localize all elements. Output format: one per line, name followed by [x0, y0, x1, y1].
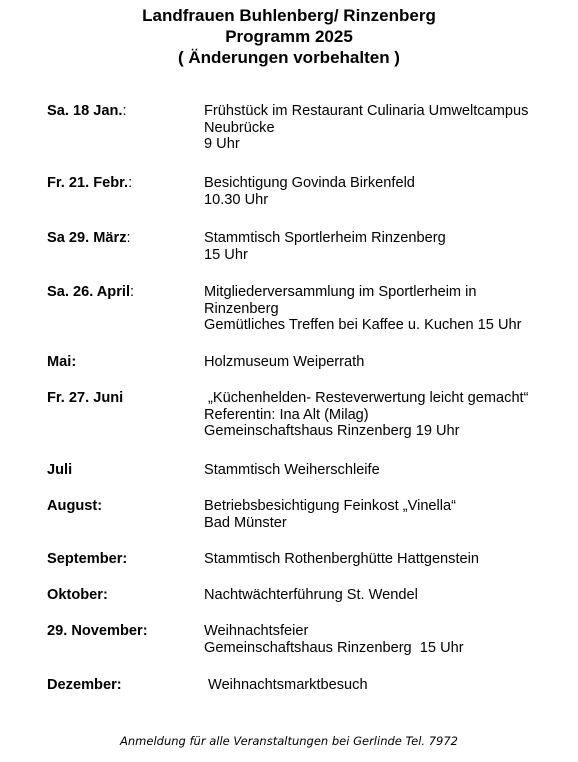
- event-date-label: Dezember:: [47, 677, 122, 693]
- event-date: [47, 677, 122, 694]
- event-description: [204, 230, 574, 263]
- event-line: 9 Uhr: [204, 136, 240, 152]
- event-date: [47, 354, 76, 371]
- event-line: Stammtisch Weiherschleife: [204, 462, 380, 478]
- event-date: [47, 623, 148, 640]
- registration-note: Anmeldung für alle Veranstaltungen bei Gerlinde Tel. 7972: [120, 734, 458, 748]
- event-line: Neubrücke: [204, 119, 275, 136]
- event-date-label: Sa. 26. April: [47, 284, 131, 300]
- event-line: „Küchenhelden- Resteverwertung leicht gemacht“: [204, 390, 529, 406]
- event-description: [204, 390, 574, 440]
- event-date-label: September:: [47, 551, 128, 567]
- changes-note: ( Änderungen vorbehalten ): [178, 48, 400, 67]
- event-description: [204, 462, 574, 479]
- event-description: [204, 498, 574, 531]
- event-line: Weihnachtsmarktbesuch: [204, 677, 368, 693]
- event-date-label: 29. November:: [47, 623, 148, 639]
- event-line: Rinzenberg: [204, 300, 279, 317]
- event-line: 10.30 Uhr: [204, 191, 269, 208]
- program-header: [0, 5, 578, 68]
- event-line: 15 Uhr: [204, 246, 248, 263]
- event-line: Frühstück im Restaurant Culinaria Umweltcampus: [204, 103, 529, 119]
- event-line: Gemütliches Treffen bei Kaffee u. Kuchen 15 Uhr: [204, 317, 522, 333]
- event-line: Gemeinschaftshaus Rinzenberg 15 Uhr: [204, 639, 464, 656]
- event-line: Stammtisch Rothenberghütte Hattgenstein: [204, 551, 480, 567]
- event-line: Weihnachtsfeier: [204, 623, 309, 639]
- page-subtitle: Programm 2025: [225, 27, 353, 46]
- event-line: Bad Münster: [204, 514, 287, 531]
- event-date: [47, 587, 108, 604]
- event-description: [204, 587, 574, 604]
- event-date: [47, 230, 131, 247]
- event-line: Nachtwächterführung St. Wendel: [204, 587, 418, 603]
- event-date-suffix: :: [126, 230, 131, 246]
- event-date-label: Fr. 21. Febr.: [47, 175, 129, 191]
- event-date-suffix: :: [130, 284, 135, 300]
- event-line: Betriebsbesichtigung Feinkost „Vinella“: [204, 498, 457, 514]
- event-line: Mitgliederversammlung im Sportlerheim in: [204, 284, 477, 300]
- event-date-label: Oktober:: [47, 587, 108, 603]
- event-date: [47, 103, 127, 120]
- event-description: [204, 551, 574, 568]
- event-line: Referentin: Ina Alt (Milag): [204, 406, 369, 423]
- event-date-suffix: :: [128, 175, 133, 191]
- event-date-label: Sa. 18 Jan.: [47, 103, 123, 119]
- event-description: [204, 354, 574, 371]
- event-date-suffix: :: [122, 103, 127, 119]
- event-date-label: Mai:: [47, 354, 77, 370]
- event-date-label: Fr. 27. Juni: [47, 390, 124, 406]
- event-description: [204, 284, 574, 334]
- event-description: [204, 175, 574, 208]
- event-date-label: Sa 29. März: [47, 230, 127, 246]
- event-line: Besichtigung Govinda Birkenfeld: [204, 175, 415, 191]
- event-date: [47, 284, 134, 301]
- event-date-label: August:: [47, 498, 103, 514]
- event-description: [204, 623, 574, 656]
- event-line: Holzmuseum Weiperrath: [204, 354, 365, 370]
- event-date: [47, 390, 123, 407]
- event-date: [47, 462, 72, 479]
- event-date-label: Juli: [47, 462, 73, 478]
- page-title: Landfrauen Buhlenberg/ Rinzenberg: [142, 6, 436, 25]
- event-date: [47, 551, 127, 568]
- event-description: [204, 103, 574, 153]
- event-line: Stammtisch Sportlerheim Rinzenberg: [204, 230, 446, 246]
- event-line: Gemeinschaftshaus Rinzenberg 19 Uhr: [204, 423, 460, 439]
- event-date: [47, 498, 102, 515]
- event-date: [47, 175, 132, 192]
- event-description: [204, 677, 574, 694]
